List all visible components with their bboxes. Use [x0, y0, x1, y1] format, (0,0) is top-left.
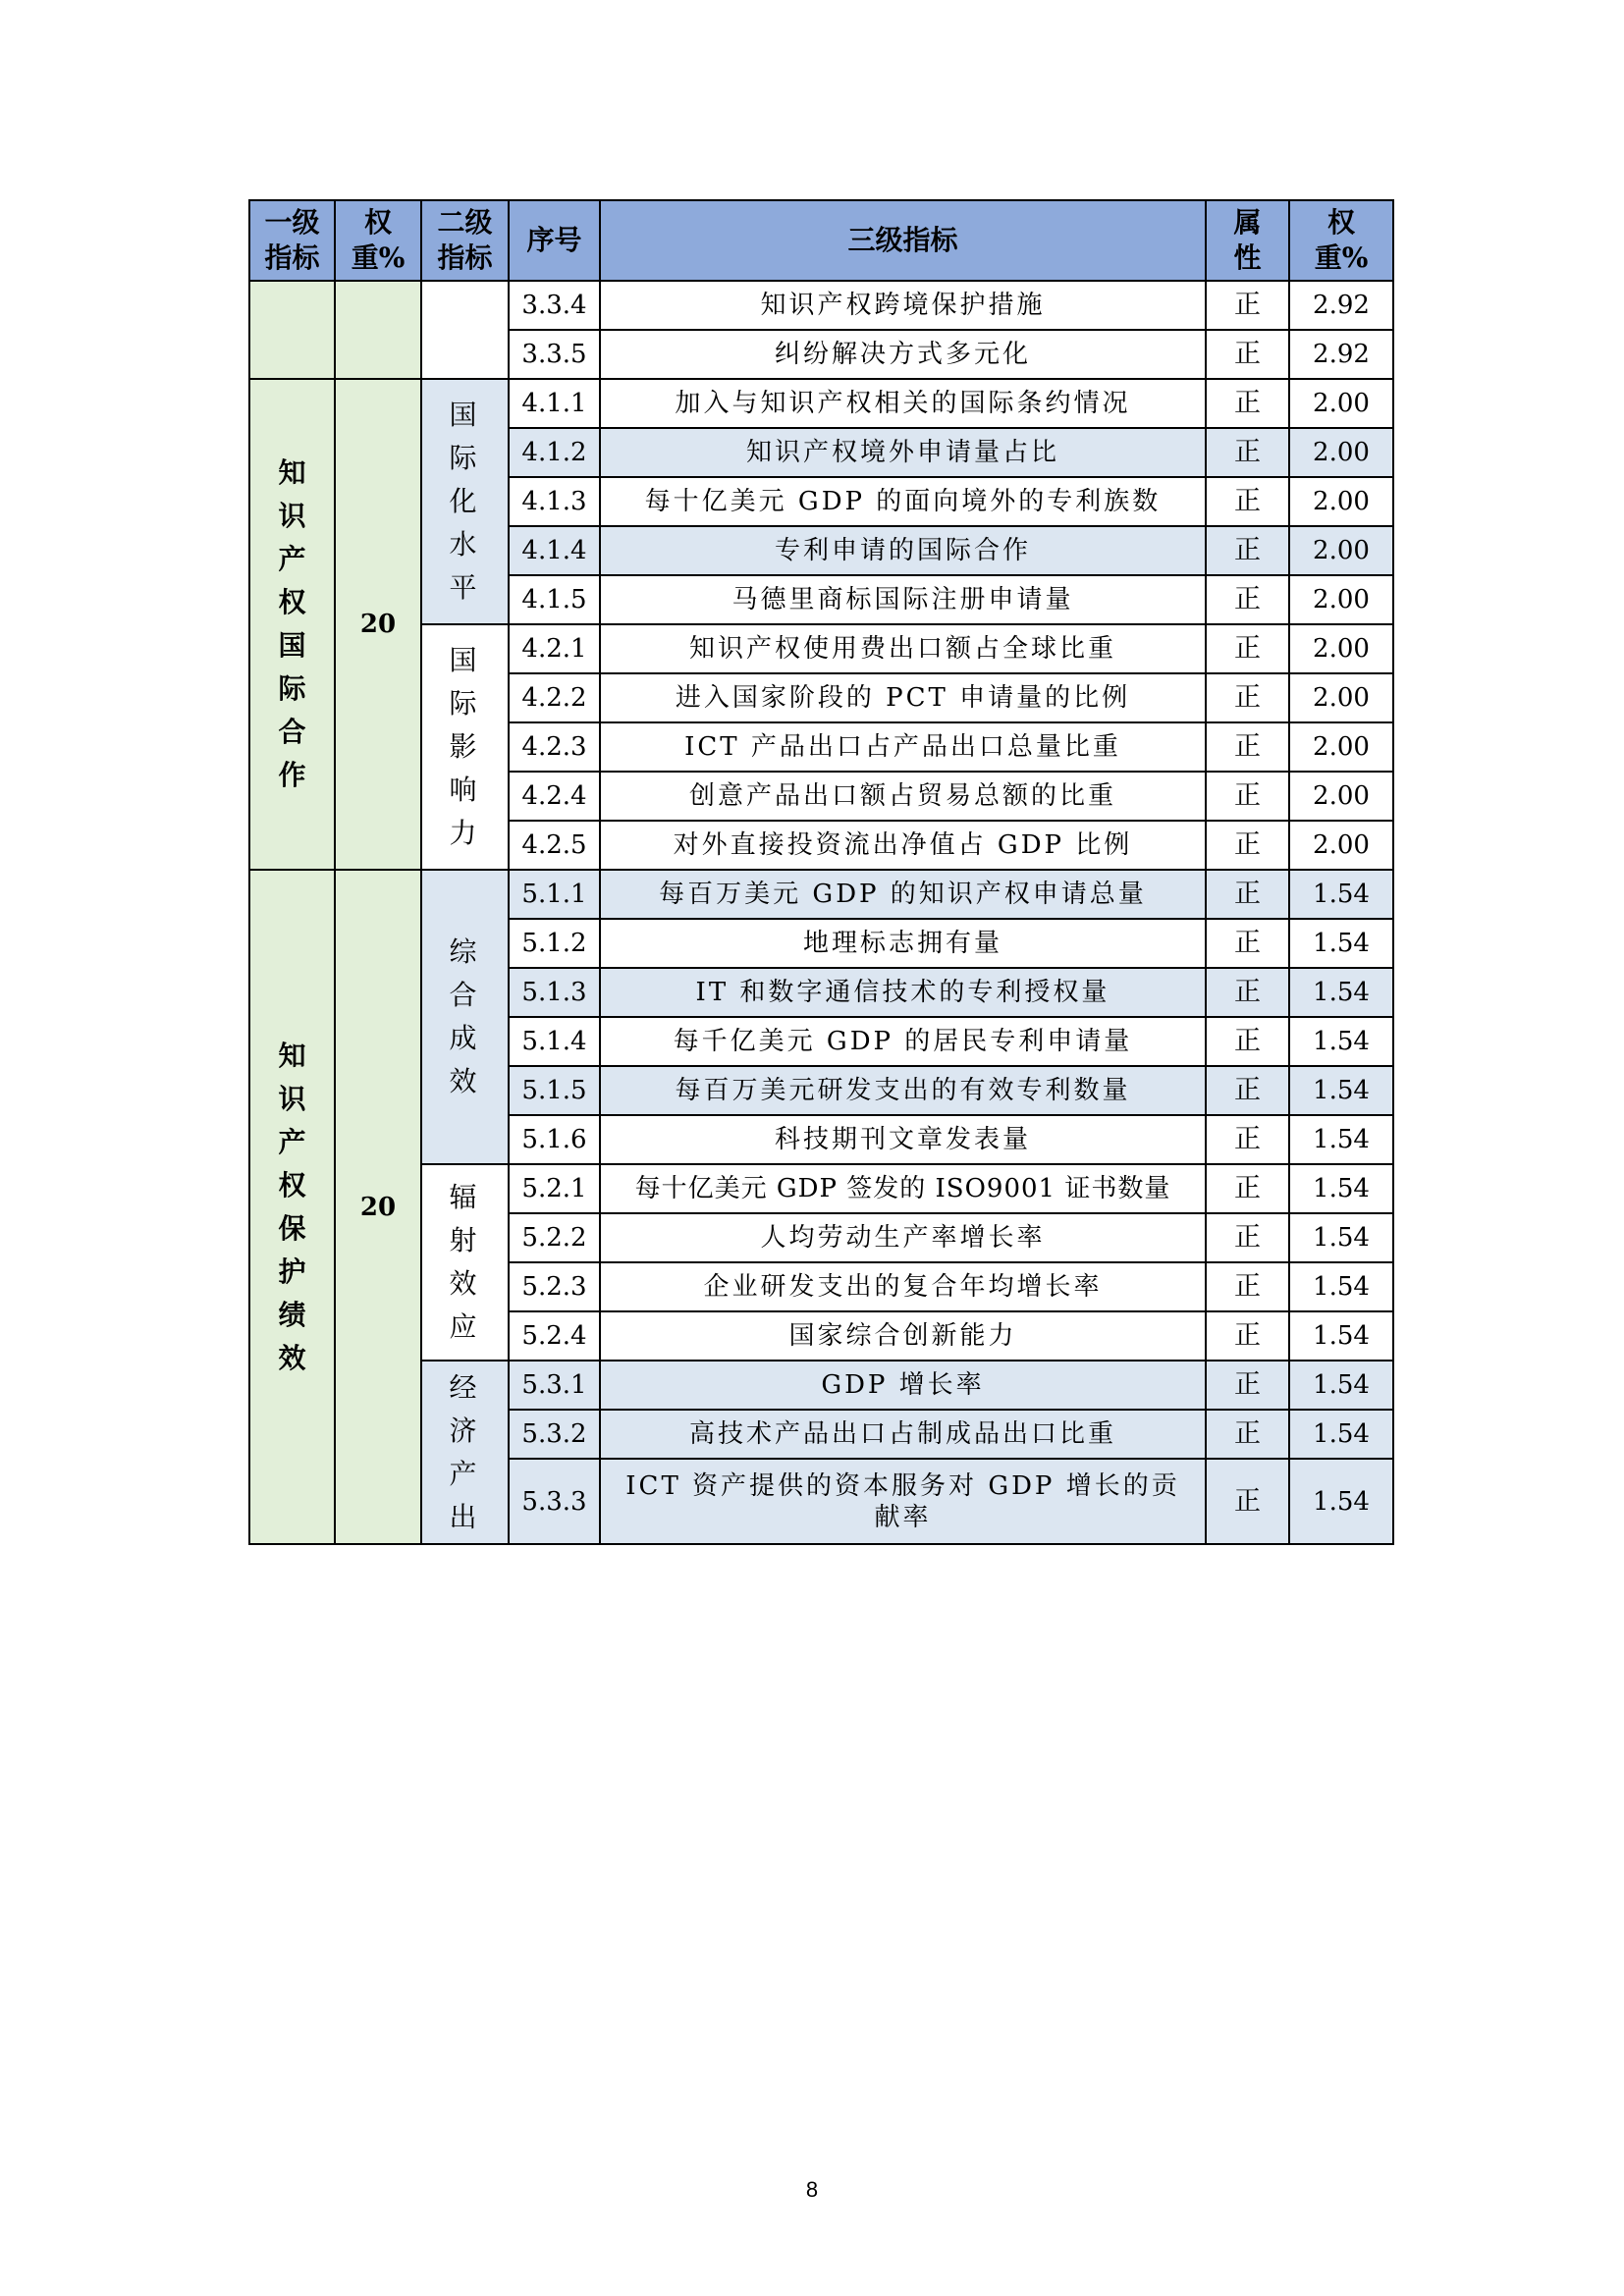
row-attr: 正 — [1206, 1115, 1289, 1164]
row-weight: 2.00 — [1289, 428, 1393, 477]
row-attr: 正 — [1206, 1361, 1289, 1410]
row-weight: 1.54 — [1289, 870, 1393, 919]
level1-ip-protection-performance: 知识产权保护绩效 — [249, 870, 335, 1544]
row-indicator: GDP 增长率 — [600, 1361, 1206, 1410]
row-indicator: ICT 产品出口占产品出口总量比重 — [600, 722, 1206, 772]
row-no: 5.1.2 — [509, 919, 600, 968]
level2-cell-continued — [421, 281, 509, 379]
row-weight: 2.92 — [1289, 330, 1393, 379]
row-indicator: 地理标志拥有量 — [600, 919, 1206, 968]
table-row — [249, 1164, 1393, 1213]
row-attr: 正 — [1206, 1164, 1289, 1213]
row-indicator: 企业研发支出的复合年均增长率 — [600, 1262, 1206, 1311]
row-weight: 2.00 — [1289, 526, 1393, 575]
table-row — [249, 870, 1393, 919]
row-no: 5.1.1 — [509, 870, 600, 919]
row-attr: 正 — [1206, 379, 1289, 428]
row-indicator: 人均劳动生产率增长率 — [600, 1213, 1206, 1262]
row-indicator: 国家综合创新能力 — [600, 1311, 1206, 1361]
row-no: 4.2.5 — [509, 821, 600, 870]
row-no: 3.3.5 — [509, 330, 600, 379]
row-indicator: 每百万美元研发支出的有效专利数量 — [600, 1066, 1206, 1115]
row-no: 4.1.1 — [509, 379, 600, 428]
row-indicator: 知识产权跨境保护措施 — [600, 281, 1206, 330]
row-weight: 1.54 — [1289, 1311, 1393, 1361]
row-attr: 正 — [1206, 772, 1289, 821]
table-row — [249, 281, 1393, 330]
row-no: 4.1.4 — [509, 526, 600, 575]
row-attr: 正 — [1206, 281, 1289, 330]
row-weight: 2.00 — [1289, 722, 1393, 772]
header-row — [249, 200, 1393, 281]
row-weight: 2.00 — [1289, 772, 1393, 821]
row-indicator: 每十亿美元 GDP 签发的 ISO9001 证书数量 — [600, 1164, 1206, 1213]
row-weight: 1.54 — [1289, 1115, 1393, 1164]
level1-weight: 20 — [335, 870, 421, 1544]
row-attr: 正 — [1206, 1066, 1289, 1115]
row-weight: 2.00 — [1289, 575, 1393, 624]
row-attr: 正 — [1206, 1311, 1289, 1361]
row-attr: 正 — [1206, 1017, 1289, 1066]
row-attr: 正 — [1206, 821, 1289, 870]
row-no: 4.1.5 — [509, 575, 600, 624]
row-indicator: 知识产权使用费出口额占全球比重 — [600, 624, 1206, 673]
level2-overall-effect: 综合成效 — [421, 870, 509, 1164]
header-level1: 一级指标 — [249, 200, 335, 281]
header-level3: 三级指标 — [600, 200, 1206, 281]
level2-economic-output: 经济产出 — [421, 1361, 509, 1544]
row-indicator: 创意产品出口额占贸易总额的比重 — [600, 772, 1206, 821]
header-weight3: 权重% — [1289, 200, 1393, 281]
header-seq: 序号 — [509, 200, 600, 281]
row-no: 5.1.5 — [509, 1066, 600, 1115]
level1-cell-continued — [249, 281, 335, 379]
row-no: 5.3.2 — [509, 1410, 600, 1459]
row-weight: 1.54 — [1289, 1262, 1393, 1311]
header-level2: 二级指标 — [421, 200, 509, 281]
row-attr: 正 — [1206, 1410, 1289, 1459]
row-indicator: 科技期刊文章发表量 — [600, 1115, 1206, 1164]
row-attr: 正 — [1206, 968, 1289, 1017]
row-no: 4.2.3 — [509, 722, 600, 772]
row-no: 4.1.2 — [509, 428, 600, 477]
weight1-cell-continued — [335, 281, 421, 379]
row-indicator: 每十亿美元 GDP 的面向境外的专利族数 — [600, 477, 1206, 526]
page-number: 8 — [805, 2177, 819, 2202]
row-no: 4.2.4 — [509, 772, 600, 821]
row-attr: 正 — [1206, 575, 1289, 624]
table-row — [249, 1361, 1393, 1410]
indicator-table — [248, 199, 1394, 1545]
row-indicator: 加入与知识产权相关的国际条约情况 — [600, 379, 1206, 428]
row-no: 4.2.1 — [509, 624, 600, 673]
row-weight: 1.54 — [1289, 1410, 1393, 1459]
row-attr: 正 — [1206, 624, 1289, 673]
level2-influence: 国际影响力 — [421, 624, 509, 870]
row-weight: 1.54 — [1289, 1459, 1393, 1544]
row-indicator: 知识产权境外申请量占比 — [600, 428, 1206, 477]
row-no: 4.1.3 — [509, 477, 600, 526]
row-indicator: 高技术产品出口占制成品出口比重 — [600, 1410, 1206, 1459]
row-indicator: 纠纷解决方式多元化 — [600, 330, 1206, 379]
row-indicator: 每千亿美元 GDP 的居民专利申请量 — [600, 1017, 1206, 1066]
row-weight: 2.00 — [1289, 379, 1393, 428]
row-weight: 1.54 — [1289, 1361, 1393, 1410]
table-row — [249, 624, 1393, 673]
row-attr: 正 — [1206, 526, 1289, 575]
level2-spillover-effect: 辐射效应 — [421, 1164, 509, 1361]
row-indicator: 马德里商标国际注册申请量 — [600, 575, 1206, 624]
row-no: 5.2.3 — [509, 1262, 600, 1311]
level2-internationalization: 国际化水平 — [421, 379, 509, 624]
row-indicator: 专利申请的国际合作 — [600, 526, 1206, 575]
row-attr: 正 — [1206, 1213, 1289, 1262]
row-indicator: 对外直接投资流出净值占 GDP 比例 — [600, 821, 1206, 870]
row-no: 5.3.1 — [509, 1361, 600, 1410]
row-no: 5.2.4 — [509, 1311, 600, 1361]
header-weight1: 权重% — [335, 200, 421, 281]
row-no: 5.3.3 — [509, 1459, 600, 1544]
row-attr: 正 — [1206, 1262, 1289, 1311]
row-weight: 2.00 — [1289, 624, 1393, 673]
row-weight: 2.00 — [1289, 673, 1393, 722]
row-attr: 正 — [1206, 870, 1289, 919]
row-no: 5.1.6 — [509, 1115, 600, 1164]
row-no: 5.2.2 — [509, 1213, 600, 1262]
row-attr: 正 — [1206, 919, 1289, 968]
row-attr: 正 — [1206, 673, 1289, 722]
row-weight: 1.54 — [1289, 1017, 1393, 1066]
row-indicator: 每百万美元 GDP 的知识产权申请总量 — [600, 870, 1206, 919]
row-attr: 正 — [1206, 722, 1289, 772]
row-weight: 1.54 — [1289, 968, 1393, 1017]
row-weight: 2.00 — [1289, 477, 1393, 526]
row-attr: 正 — [1206, 477, 1289, 526]
row-no: 5.2.1 — [509, 1164, 600, 1213]
row-attr: 正 — [1206, 330, 1289, 379]
level1-weight: 20 — [335, 379, 421, 870]
row-no: 5.1.4 — [509, 1017, 600, 1066]
row-attr: 正 — [1206, 1459, 1289, 1544]
row-weight: 1.54 — [1289, 1164, 1393, 1213]
level1-ip-international-cooperation: 知识产权国际合作 — [249, 379, 335, 870]
row-no: 3.3.4 — [509, 281, 600, 330]
row-indicator: 进入国家阶段的 PCT 申请量的比例 — [600, 673, 1206, 722]
row-indicator: ICT 资产提供的资本服务对 GDP 增长的贡献率 — [600, 1459, 1206, 1544]
row-weight: 2.92 — [1289, 281, 1393, 330]
row-no: 4.2.2 — [509, 673, 600, 722]
row-attr: 正 — [1206, 428, 1289, 477]
table-row — [249, 379, 1393, 428]
row-weight: 1.54 — [1289, 1213, 1393, 1262]
row-weight: 1.54 — [1289, 1066, 1393, 1115]
row-weight: 2.00 — [1289, 821, 1393, 870]
row-indicator: IT 和数字通信技术的专利授权量 — [600, 968, 1206, 1017]
row-weight: 1.54 — [1289, 919, 1393, 968]
row-no: 5.1.3 — [509, 968, 600, 1017]
header-attr: 属性 — [1206, 200, 1289, 281]
